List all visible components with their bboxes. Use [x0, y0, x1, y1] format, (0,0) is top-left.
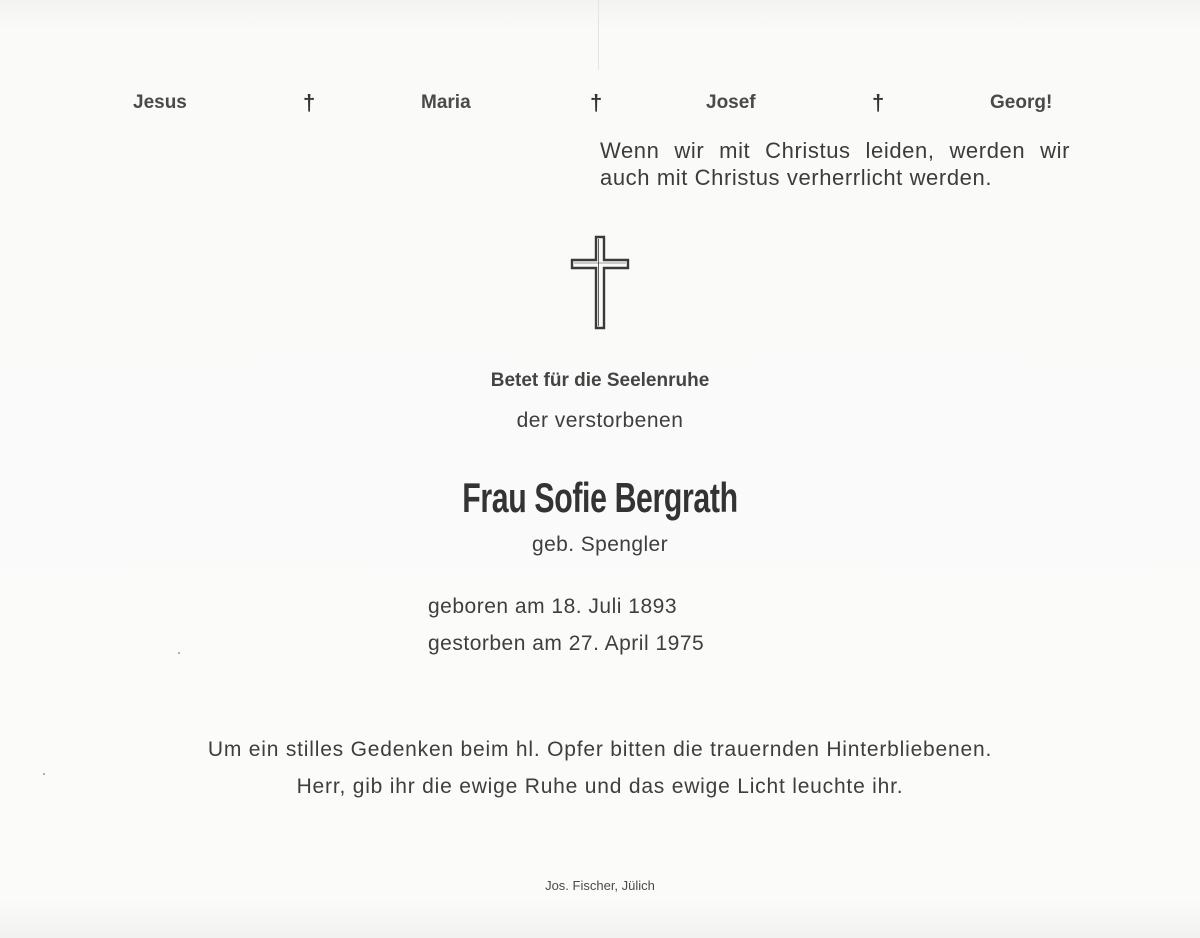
maiden-name: geb. Spengler — [532, 533, 668, 556]
remembrance-request: Um ein stilles Gedenken beim hl. Opfer bitten die trauernden Hinterbliebenen. — [207, 738, 993, 761]
prayer-subline: der verstorbenen — [516, 409, 684, 432]
dagger-icon: † — [872, 90, 885, 115]
dagger-icon: † — [590, 90, 603, 115]
eternal-rest-prayer: Herr, gib ihr die ewige Ruhe und das ewige Licht leuchte ihr. — [296, 775, 904, 798]
birth-date: geboren am 18. Juli 1893 — [428, 595, 677, 618]
name-georg: Georg! — [990, 92, 1053, 113]
deceased-name: Frau Sofie Bergrath — [462, 474, 738, 521]
name-josef: Josef — [706, 92, 756, 113]
dagger-icon: † — [303, 90, 316, 115]
death-date: gestorben am 27. April 1975 — [428, 632, 705, 655]
speck — [178, 652, 180, 654]
fold-line — [598, 0, 599, 70]
name-maria: Maria — [421, 92, 471, 113]
cross-icon — [568, 235, 632, 331]
prayer-request: Betet für die Seelenruhe — [490, 370, 710, 391]
speck — [43, 773, 45, 775]
name-jesus: Jesus — [133, 92, 187, 113]
scripture-quote: Wenn wir mit Christus leiden, werden wir auch mit Christus verherrlicht werden. — [600, 138, 1070, 190]
printer-imprint: Jos. Fischer, Jülich — [545, 878, 655, 893]
holy-names-row — [0, 92, 1200, 122]
